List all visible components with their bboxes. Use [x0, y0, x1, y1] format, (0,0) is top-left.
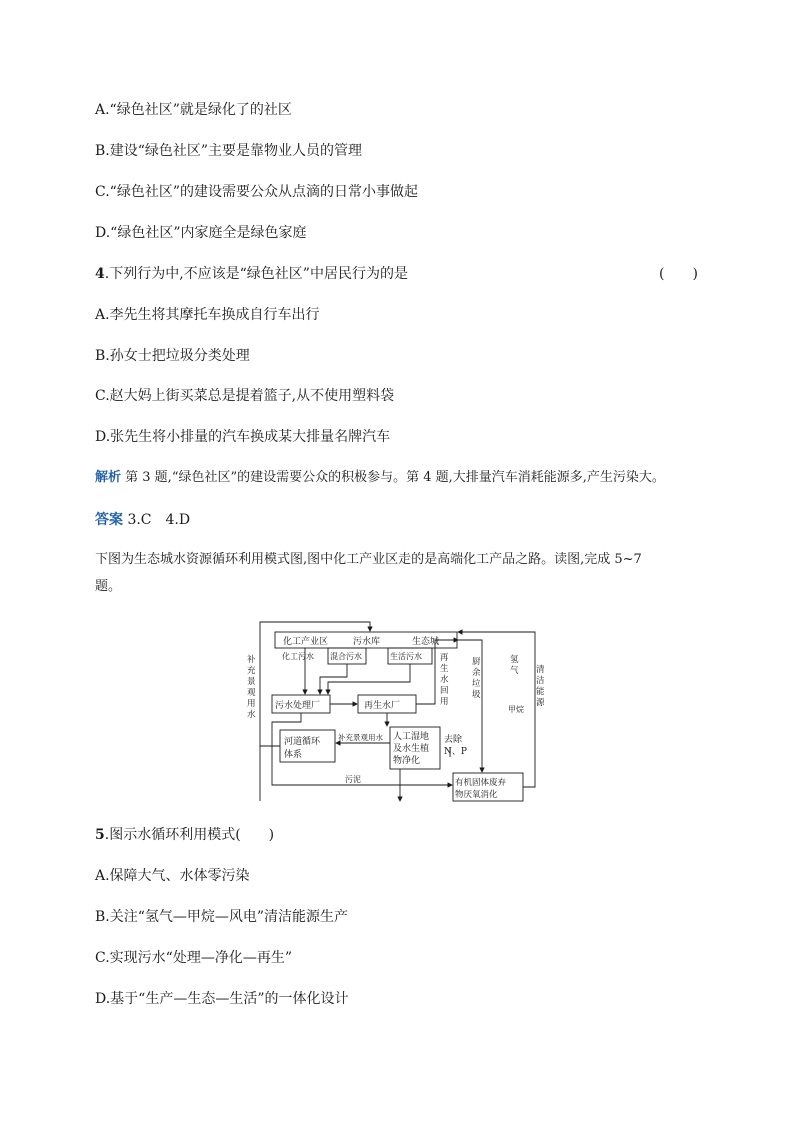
- hydrogen-0: 氢: [510, 655, 519, 665]
- landscape-water-left-0: 补: [247, 655, 256, 665]
- sewage-plant-label: 污水处理厂: [275, 701, 321, 711]
- clean-energy-2: 能: [536, 687, 545, 697]
- q3-option-b: B.建设“绿色社区”主要是靠物业人员的管理: [95, 143, 363, 159]
- river-system-label-1: 河道循环: [284, 737, 321, 747]
- river-system-label-2: 体系: [284, 750, 303, 760]
- reclaimed-water-4: 用: [440, 697, 449, 707]
- q4-stem-text: .下列行为中,不应该是“绿色社区”中居民行为的是: [104, 266, 408, 282]
- hydrogen-1: 气: [510, 666, 519, 676]
- landscape-water-left-5: 水: [247, 710, 256, 720]
- intro-line-1: 下图为生态城水资源循环利用模式图,图中化工产业区走的是高端化工产品之路。读图,完成 5~7: [95, 552, 642, 567]
- analysis-label: 解析: [95, 470, 122, 485]
- clean-energy-0: 清: [536, 665, 545, 675]
- wetland-label-2: 及水生植: [393, 744, 430, 754]
- q4-option-d: D.张先生将小排量的汽车换成某大排量名牌汽车: [95, 429, 391, 445]
- landscape-water-mid-label: 补充景观用水: [338, 733, 383, 742]
- q5-number: 5: [95, 827, 105, 843]
- q5-option-d: D.基于“生产—生态—生活”的一体化设计: [95, 991, 349, 1007]
- remove-label-1: 去除: [444, 735, 463, 745]
- methane-label: 甲烷: [508, 705, 524, 714]
- reclaimed-water-3: 回: [440, 686, 449, 696]
- q4-option-c: C.赵大妈上街买菜总是提着篮子,从不使用塑料袋: [95, 388, 395, 404]
- mixed-sewage-label: 混合污水: [330, 652, 362, 661]
- kitchen-waste-1: 余: [472, 668, 481, 678]
- answer-label: 答案: [95, 512, 123, 528]
- remove-label-2: N、P: [444, 747, 467, 757]
- top-eco-label: 生态城: [412, 637, 440, 647]
- water-cycle-diagram: [247, 617, 550, 807]
- q4-answer-bracket: ( ): [659, 266, 698, 282]
- reclaimed-water-0: 再: [440, 653, 449, 663]
- reclaimed-water-1: 生: [440, 664, 449, 674]
- domestic-sewage-label: 生活污水: [390, 652, 422, 661]
- wetland-label-1: 人工湿地: [393, 732, 430, 742]
- q5-stem-text: .图示水循环利用模式( ): [104, 827, 275, 843]
- wetland-label-3: 物净化: [393, 756, 421, 766]
- q3-option-c: C.“绿色社区”的建设需要公众从点滴的日常小事做起: [95, 184, 418, 200]
- landscape-water-left-3: 观: [247, 688, 256, 698]
- answer-text: 3.C 4.D: [123, 512, 191, 528]
- q3-option-a: A.“绿色社区”就是绿化了的社区: [95, 102, 292, 118]
- top-reservoir-label: 污水库: [353, 637, 381, 647]
- reclaimed-water-2: 水: [440, 675, 449, 685]
- q4-number: 4: [95, 266, 105, 282]
- analysis-text: 第 3 题,“绿色社区”的建设需要公众的积极参与。第 4 题,大排量汽车消耗能源多,产生污染大。: [121, 470, 665, 485]
- anaerobic-label-1: 有机固体废弃: [455, 778, 507, 788]
- landscape-water-left-4: 用: [247, 699, 256, 709]
- intro-line-2: 题。: [95, 579, 122, 594]
- q5-option-b: B.关注“氢气—甲烷—风电”清洁能源生产: [95, 909, 349, 925]
- q3-option-d: D.“绿色社区”内家庭全是绿色家庭: [95, 225, 307, 241]
- q4-option-b: B.孙女士把垃圾分类处理: [95, 348, 250, 364]
- q4-stem: [95, 264, 408, 284]
- q4-option-a: A.李先生将其摩托车换成自行车出行: [95, 307, 320, 323]
- clean-energy-1: 洁: [536, 676, 545, 686]
- q5-option-c: C.实现污水“处理—净化—再生”: [95, 950, 292, 966]
- analysis: [95, 468, 665, 488]
- kitchen-waste-3: 圾: [472, 690, 481, 700]
- q5-option-a: A.保障大气、水体零污染: [95, 868, 250, 884]
- q5-stem: [95, 825, 274, 845]
- chem-sewage-label: 化工污水: [282, 652, 314, 661]
- landscape-water-left-1: 充: [247, 666, 256, 676]
- kitchen-waste-0: 厨: [472, 657, 481, 667]
- kitchen-waste-2: 垃: [472, 679, 481, 689]
- anaerobic-label-2: 物厌氧消化: [455, 790, 498, 800]
- top-chem-label: 化工产业区: [283, 637, 329, 647]
- clean-energy-3: 源: [536, 698, 545, 708]
- answer: [95, 510, 190, 530]
- reclaim-plant-label: 再生水厂: [364, 701, 401, 711]
- sludge-label: 污泥: [345, 775, 361, 784]
- landscape-water-left-2: 景: [247, 677, 256, 687]
